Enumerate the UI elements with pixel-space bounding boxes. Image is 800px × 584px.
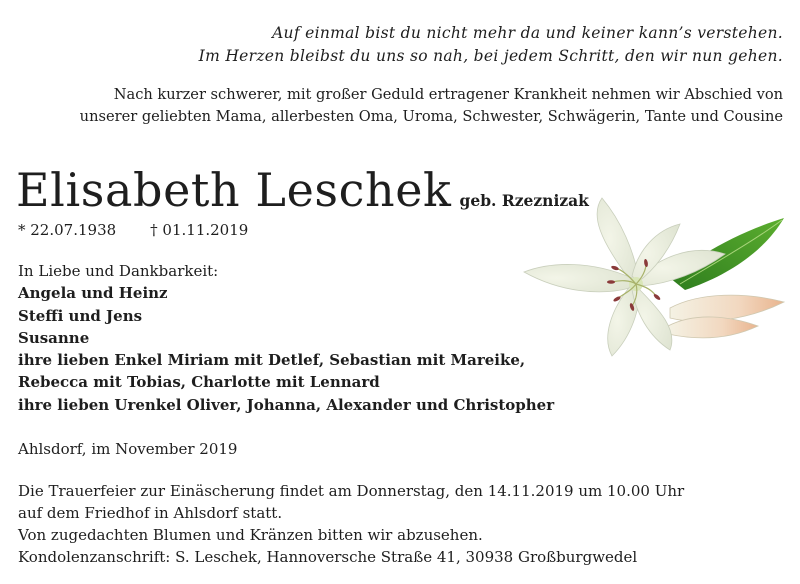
mourner-line: Rebecca mit Tobias, Charlotte mit Lennard: [18, 373, 380, 392]
intro-line: unserer geliebten Mama, allerbesten Oma, Uroma, Schwester, Schwägerin, Tante und Cousine: [79, 108, 783, 125]
note-line: auf dem Friedhof in Ahlsdorf statt.: [18, 504, 283, 522]
place-date: Ahlsdorf, im November 2019: [18, 440, 238, 458]
intro-line: Nach kurzer schwerer, mit großer Geduld ertragener Krankheit nehmen wir Abschied von: [113, 86, 783, 103]
intro-text: [80, 84, 783, 128]
mourners-heading: In Liebe und Dankbarkeit:: [18, 262, 219, 280]
mourners-list: [18, 260, 554, 416]
note-line: Kondolenzanschrift: S. Leschek, Hannoversche Straße 41, 30938 Großburgwedel: [18, 548, 638, 566]
mourner-line: ihre lieben Enkel Miriam mit Detlef, Sebastian mit Mareike,: [18, 351, 526, 370]
poem-line: Auf einmal bist du nicht mehr da und keiner kann’s verstehen.: [272, 24, 783, 42]
note-line: Die Trauerfeier zur Einäscherung findet am Donnerstag, den 14.11.2019 um 10.00 Uhr: [18, 482, 685, 500]
life-dates: [18, 219, 248, 241]
birth-date: * 22.07.1938: [18, 221, 117, 239]
mourner-line: Steffi und Jens: [18, 306, 143, 325]
deceased-name-row: [16, 163, 589, 217]
mourner-line: ihre lieben Urenkel Oliver, Johanna, Alexander und Christopher: [18, 395, 555, 414]
lily-flower-icon: [520, 180, 792, 360]
deceased-name: Elisabeth Leschek: [16, 163, 452, 217]
mourner-line: Susanne: [18, 328, 90, 347]
note-line: Von zugedachten Blumen und Kränzen bitten wir abzusehen.: [18, 526, 483, 544]
poem: [199, 22, 783, 68]
mourner-line: Angela und Heinz: [18, 284, 168, 303]
poem-line: Im Herzen bleibst du uns so nah, bei jedem Schritt, den wir nun gehen.: [198, 47, 783, 65]
birth-name: geb. Rzeznizak: [459, 191, 589, 210]
death-date: † 01.11.2019: [150, 221, 249, 239]
funeral-notes: [18, 480, 684, 568]
